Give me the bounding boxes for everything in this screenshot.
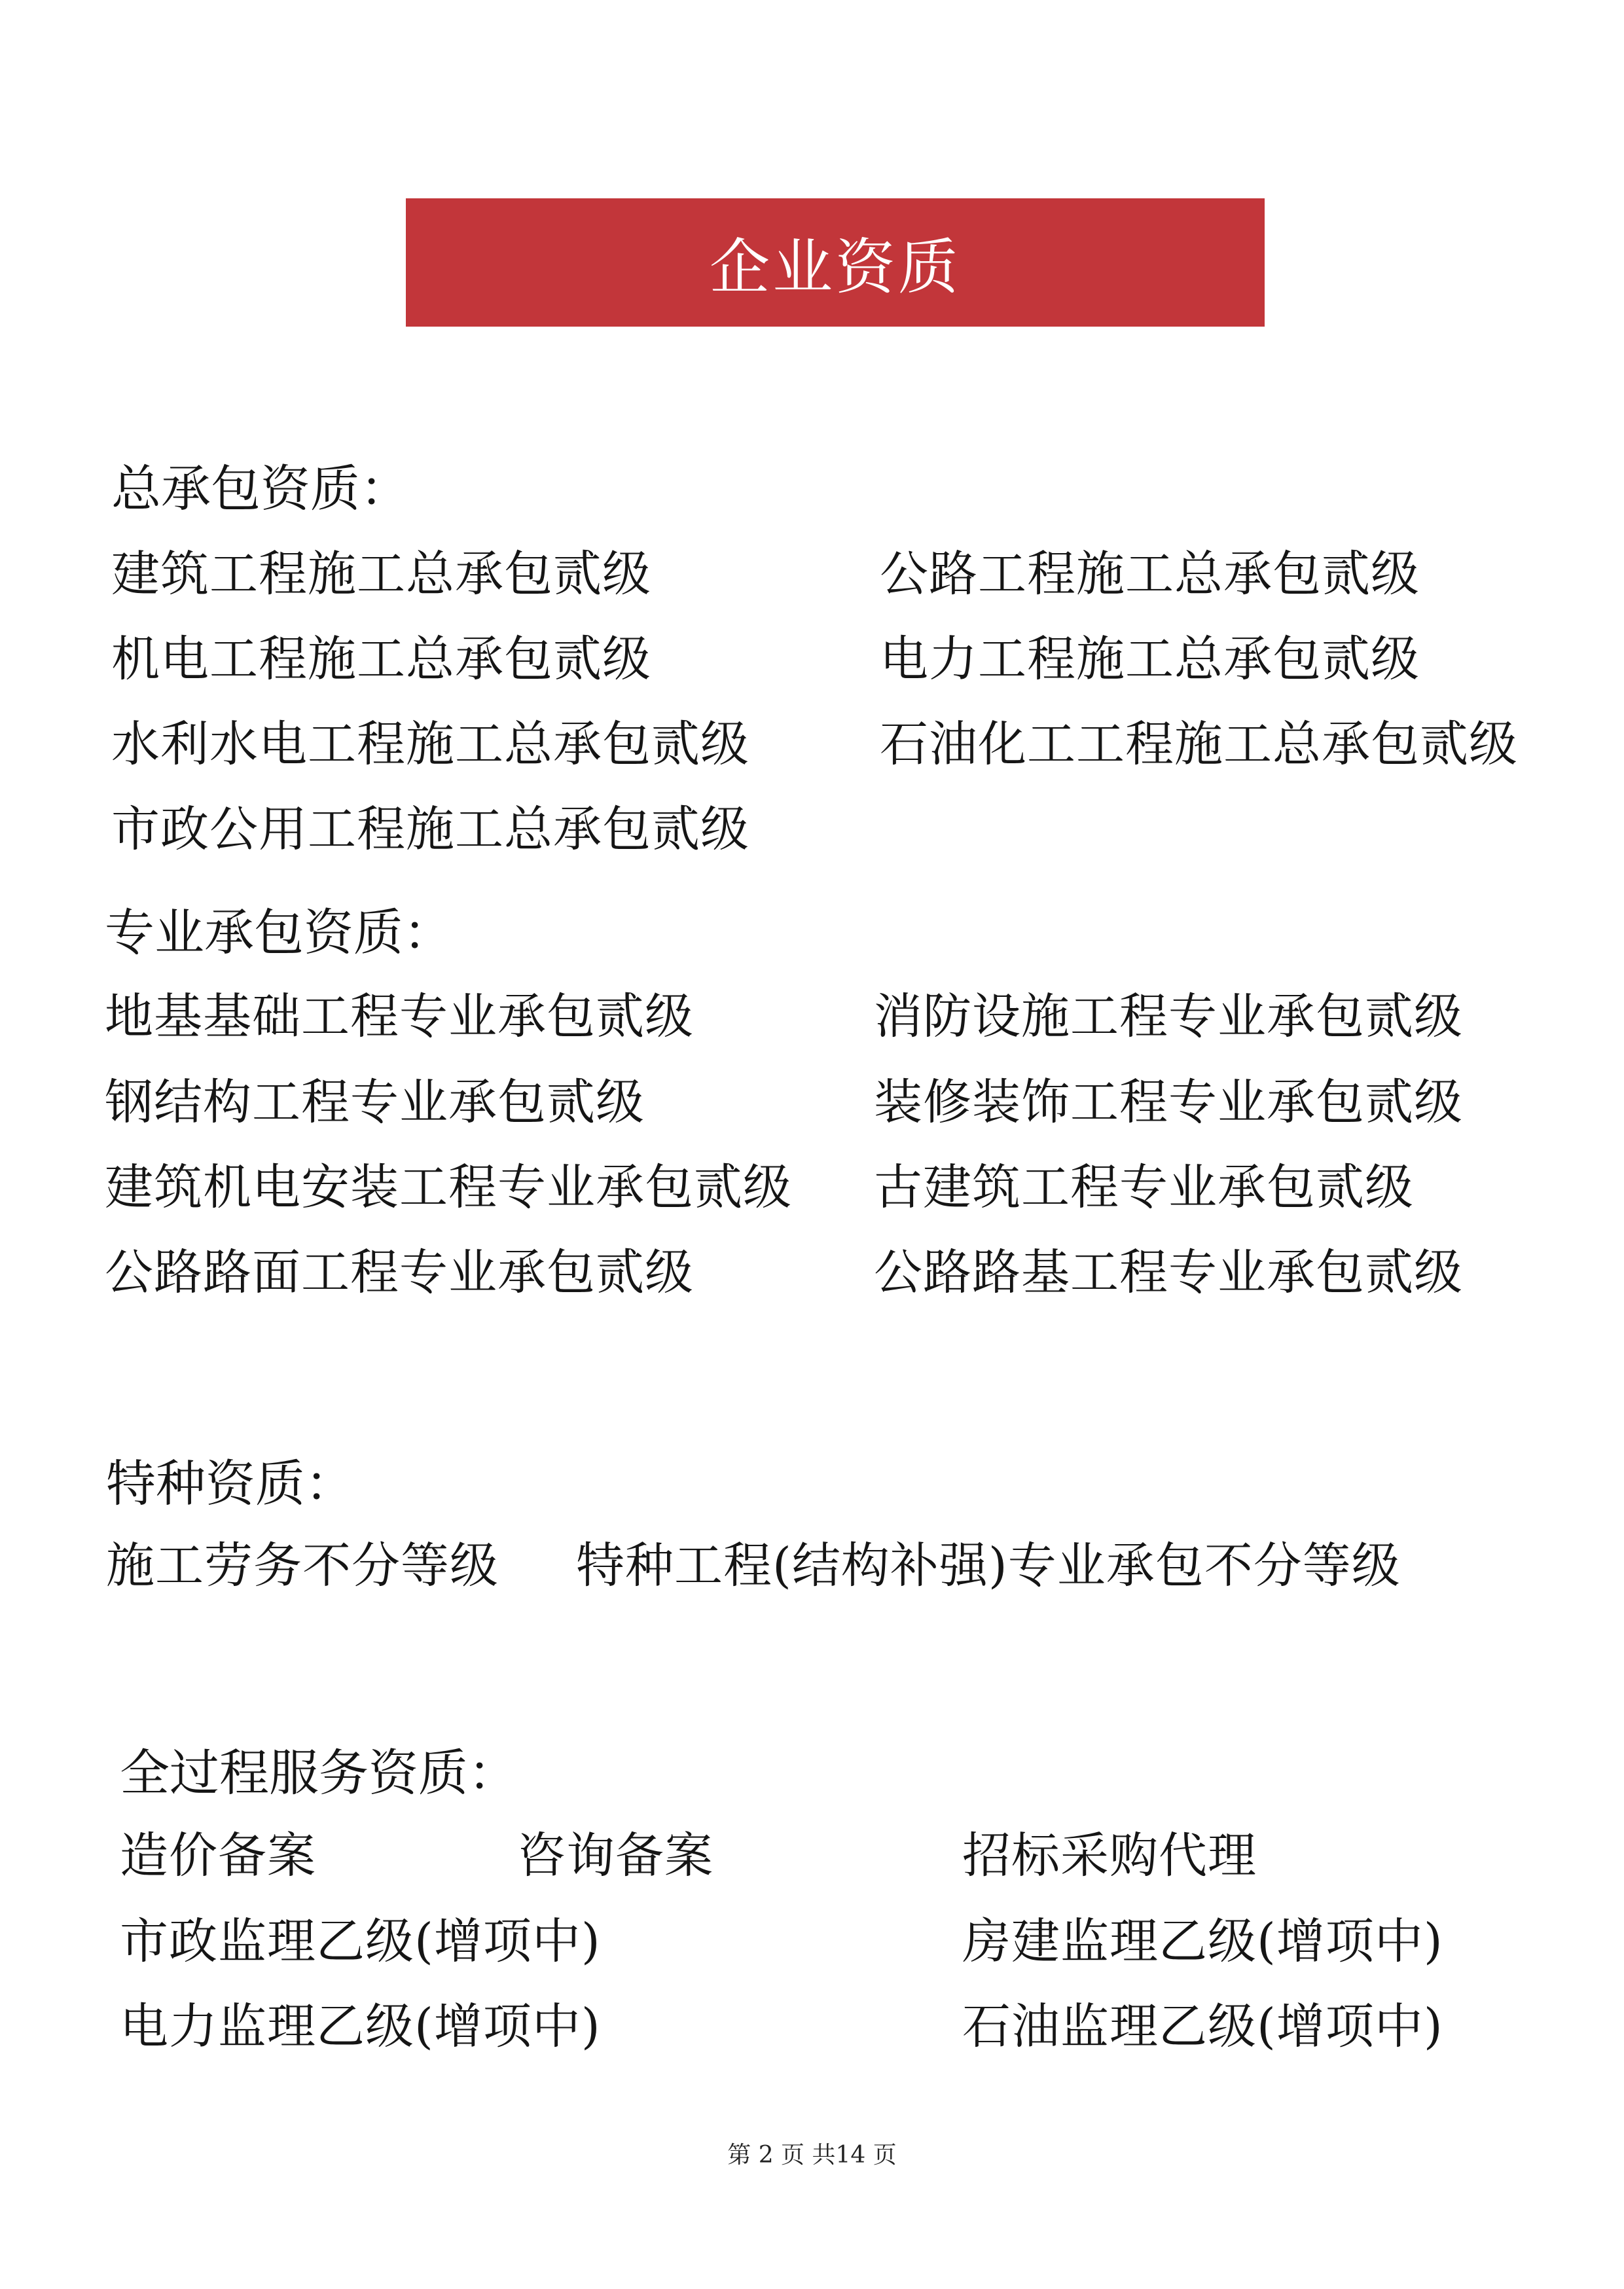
section-heading-specialty: 专业承包资质：: [105, 903, 453, 962]
list-item: 市政公用工程施工总承包贰级: [111, 801, 749, 857]
list-item: 公路路面工程专业承包贰级: [105, 1244, 694, 1301]
list-item: 建筑机电安装工程专业承包贰级: [105, 1159, 792, 1216]
list-item: 地基基础工程专业承包贰级: [105, 988, 694, 1045]
list-item: 公路工程施工总承包贰级: [880, 546, 1420, 602]
list-item: 造价备案: [120, 1828, 316, 1884]
list-item: 石油监理乙级(增项中): [962, 1998, 1443, 2055]
list-item: 水利水电工程施工总承包贰级: [111, 716, 749, 772]
list-item: 特种工程(结构补强)专业承包不分等级: [576, 1538, 1401, 1594]
list-item: 机电工程施工总承包贰级: [111, 631, 651, 687]
page-number-footer: 第 2 页 共14 页: [727, 2142, 897, 2169]
list-item: 装修装饰工程专业承包贰级: [874, 1074, 1463, 1130]
list-item: 公路路基工程专业承包贰级: [874, 1244, 1463, 1301]
list-item: 招标采购代理: [962, 1828, 1257, 1884]
page-title: 企业资质: [709, 232, 961, 302]
list-item: 电力监理乙级(增项中): [120, 1998, 601, 2055]
section-heading-full-process: 全过程服务资质：: [120, 1744, 518, 1802]
list-item: 石油化工工程施工总承包贰级: [880, 716, 1518, 772]
list-item: 咨询备案: [517, 1828, 713, 1884]
list-item: 建筑工程施工总承包贰级: [111, 546, 651, 602]
list-item: 施工劳务不分等级: [106, 1538, 499, 1594]
section-heading-special: 特种资质：: [106, 1454, 355, 1513]
list-item: 消防设施工程专业承包贰级: [874, 988, 1463, 1045]
list-item: 市政监理乙级(增项中): [120, 1913, 601, 1970]
list-item: 电力工程施工总承包贰级: [880, 631, 1420, 687]
list-item: 古建筑工程专业承包贰级: [874, 1159, 1414, 1216]
section-heading-general: 总承包资质：: [111, 460, 410, 518]
list-item: 房建监理乙级(增项中): [962, 1913, 1443, 1970]
list-item: 钢结构工程专业承包贰级: [105, 1074, 645, 1130]
title-banner: [406, 198, 1265, 327]
